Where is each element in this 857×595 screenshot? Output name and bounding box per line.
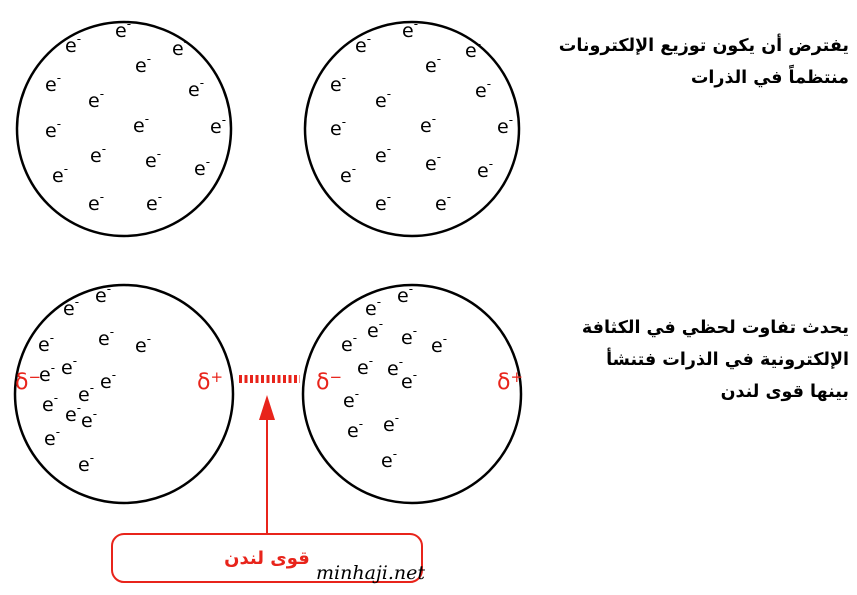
caption-bottom-line-1: يحدث تفاوت لحظي في الكثافة: [581, 318, 849, 338]
electron-label: e-: [497, 113, 514, 138]
delta-plus-left-atom: δ+: [197, 368, 224, 395]
electron-label: e-: [420, 112, 437, 137]
delta-minus-left-atom: δ−: [15, 368, 42, 395]
electron-label: e-: [330, 71, 347, 96]
electron-label: e-: [135, 332, 152, 357]
delta-plus-right-atom: δ+: [497, 368, 524, 395]
electron-label: e-: [340, 162, 357, 187]
electron-label: e-: [402, 17, 419, 42]
electron-label: e-: [365, 295, 382, 320]
electron-label: e-: [39, 361, 56, 386]
electron-label: e-: [115, 17, 132, 42]
electron-label: e-: [146, 190, 163, 215]
electron-label: e-: [88, 87, 105, 112]
delta-minus-right-atom: δ−: [316, 368, 343, 395]
electron-label: e-: [475, 77, 492, 102]
electron-label: e-: [435, 190, 452, 215]
electron-label: e-: [343, 387, 360, 412]
electron-label: e-: [383, 411, 400, 436]
electron-label: e-: [45, 71, 62, 96]
electron-label: e-: [355, 32, 372, 57]
electron-label: e-: [194, 155, 211, 180]
electron-label: e-: [44, 425, 61, 450]
electron-label: e-: [357, 354, 374, 379]
electron-label: e-: [330, 115, 347, 140]
electron-label: e-: [42, 391, 59, 416]
electron-label: e-: [210, 113, 227, 138]
watermark: minhaji.net: [316, 562, 426, 584]
electron-label: e-: [375, 87, 392, 112]
electron-label: e-: [78, 381, 95, 406]
electron-label: e-: [65, 32, 82, 57]
electron-label: e-: [52, 162, 69, 187]
electron-label: e-: [367, 317, 384, 342]
caption-bottom-line-3: بينها قوى لندن: [720, 382, 849, 402]
electron-label: e-: [397, 282, 414, 307]
electron-label: e-: [133, 112, 150, 137]
electron-label: e-: [425, 150, 442, 175]
electron-label: e-: [98, 325, 115, 350]
electron-label: e-: [88, 190, 105, 215]
caption-instantaneous-dipole: [519, 312, 849, 408]
electron-label: e-: [63, 295, 80, 320]
electron-label: e-: [145, 147, 162, 172]
electron-label: e-: [78, 451, 95, 476]
london-forces-label: قوى لندن: [224, 547, 310, 569]
electron-label: e-: [375, 142, 392, 167]
electron-label: e-: [425, 52, 442, 77]
electron-label: e-: [90, 142, 107, 167]
caption-uniform-distribution: [519, 30, 849, 94]
electron-label: e-: [465, 37, 482, 62]
pointer-arrow-head: [259, 395, 275, 420]
electron-label: e-: [347, 417, 364, 442]
electron-label: e-: [81, 407, 98, 432]
electron-label: e-: [387, 355, 404, 380]
electron-label: e-: [381, 447, 398, 472]
atom-bottom-right: [303, 285, 524, 503]
electron-label: e-: [341, 331, 358, 356]
electron-label: e-: [172, 35, 189, 60]
electron-label: e-: [65, 401, 82, 426]
electron-label: e-: [401, 368, 418, 393]
electron-label: e-: [100, 368, 117, 393]
electron-label: e-: [45, 117, 62, 142]
electron-label: e-: [477, 157, 494, 182]
caption-bottom-line-2: الإلكترونية في الذرات فتنشأ: [606, 350, 849, 370]
electron-label: e-: [38, 331, 55, 356]
electron-label: e-: [188, 76, 205, 101]
electron-label: e-: [431, 332, 448, 357]
electron-label: e-: [375, 190, 392, 215]
electron-label: e-: [401, 324, 418, 349]
electron-label: e-: [135, 52, 152, 77]
electron-label: e-: [95, 282, 112, 307]
caption-top-line-2: منتظماً في الذرات: [690, 68, 849, 88]
electron-label: e-: [61, 354, 78, 379]
caption-top-line-1: يفترض أن يكون توزيع الإلكترونات: [558, 36, 849, 56]
